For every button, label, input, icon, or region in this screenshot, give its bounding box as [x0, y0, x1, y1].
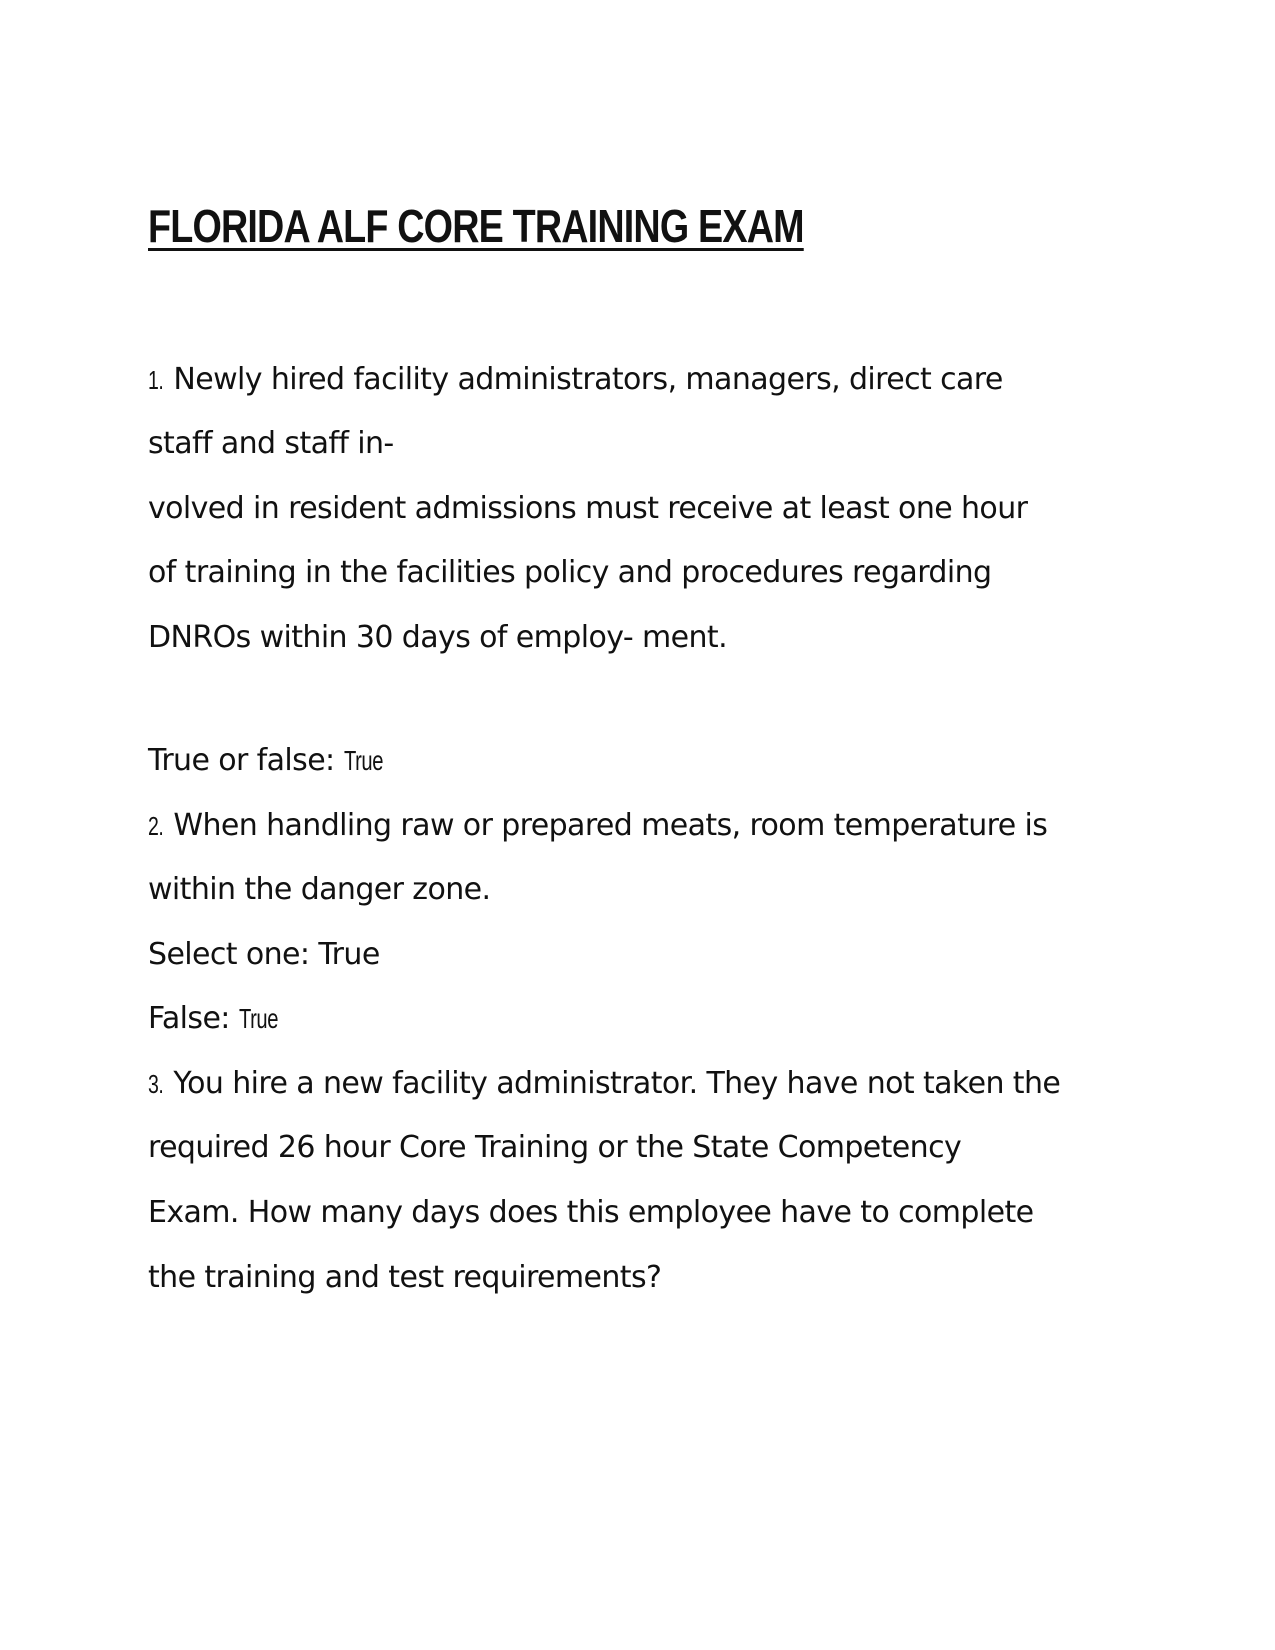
question-2-number: 2. [148, 811, 164, 841]
question-2-select-line: Select one: True [148, 937, 380, 972]
question-2-text-1: When handling raw or prepared meats, room temperature is [173, 808, 1048, 843]
question-3-number: 3. [148, 1069, 164, 1099]
page-title: FLORIDA ALF CORE TRAINING EXAM [148, 200, 804, 252]
question-3-line-1 [148, 1064, 1060, 1104]
question-2-line-1 [148, 806, 1047, 846]
question-1-answer: True [343, 745, 383, 776]
question-2-answer-line [148, 999, 293, 1039]
question-3-line-4: the training and test requirements? [148, 1260, 662, 1295]
question-1-line-4: of training in the facilities policy and procedures regarding [148, 555, 992, 590]
question-1-line-3: volved in resident admissions must receive at least one hour [148, 491, 1028, 526]
question-1-prompt: True or false: [148, 743, 344, 778]
question-1-text-1: Newly hired facility administrators, managers, direct care [173, 362, 1003, 397]
question-3-text-1: You hire a new facility administrator. They have not taken the [173, 1066, 1061, 1101]
question-2-line-2: within the danger zone. [148, 872, 491, 907]
question-2-false-prompt: False: [148, 1001, 239, 1036]
question-3-line-2: required 26 hour Core Training or the State Competency [148, 1130, 962, 1165]
question-1-line-5: DNROs within 30 days of employ- ment. [148, 620, 728, 655]
question-3-line-3: Exam. How many days does this employee have to complete [148, 1195, 1034, 1230]
question-2-answer: True [238, 1003, 278, 1034]
question-1-number: 1. [148, 365, 164, 395]
question-1-answer-line [148, 741, 398, 781]
question-1-line-2: staff and staff in- [148, 426, 394, 461]
question-1-line-1 [148, 360, 1003, 400]
